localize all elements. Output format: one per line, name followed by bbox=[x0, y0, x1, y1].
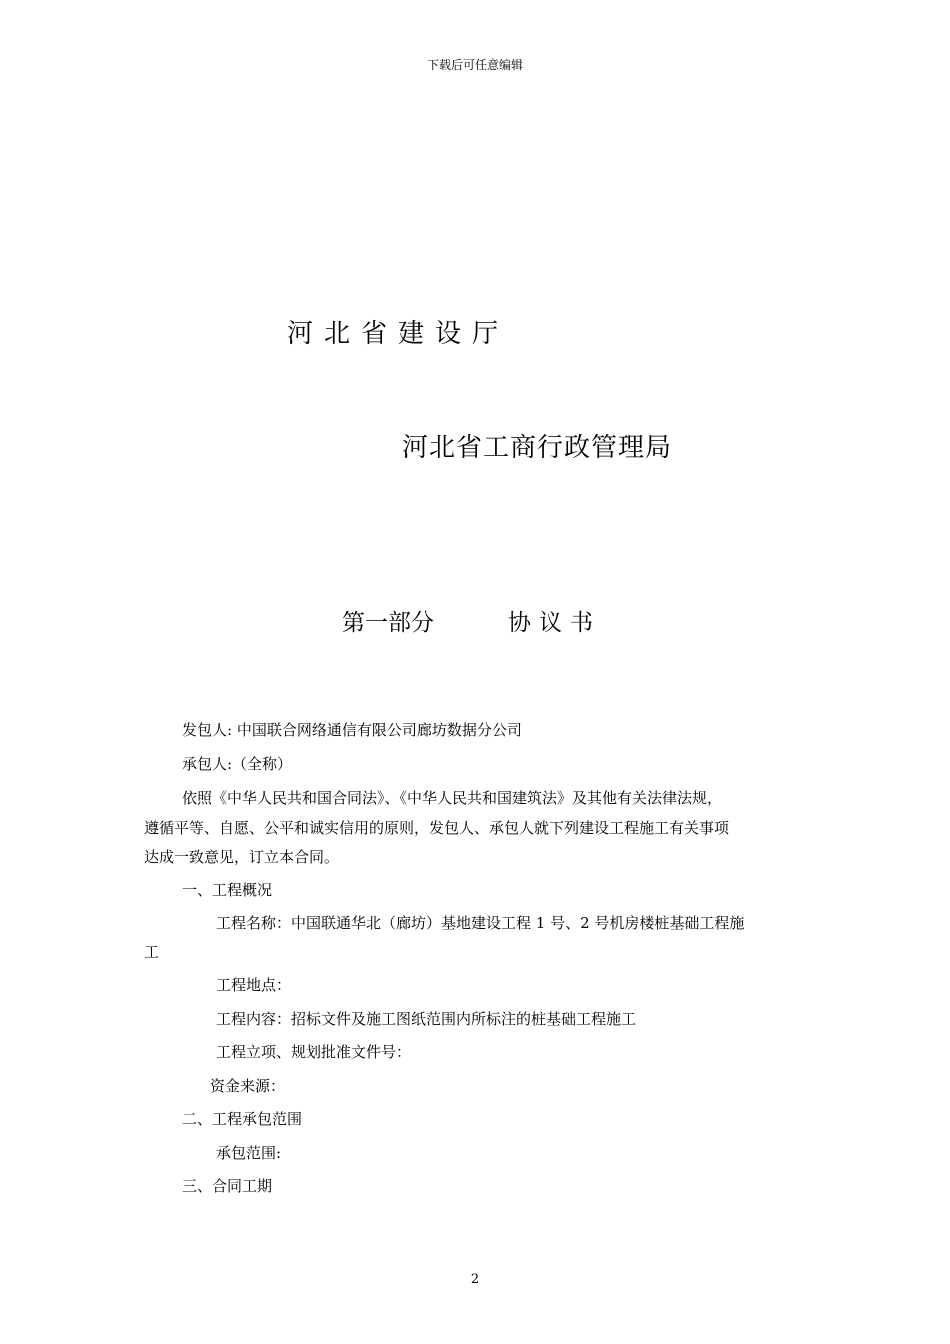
part-title-label: 第一部分 bbox=[342, 610, 434, 636]
page-number: 2 bbox=[470, 1272, 480, 1287]
section-3-heading: 三、合同工期 bbox=[182, 1177, 273, 1195]
preamble-line-3: 达成一致意见，订立本合同。 bbox=[144, 848, 340, 866]
contract-scope: 承包范围: bbox=[216, 1144, 282, 1162]
part-title-name: 协议书 bbox=[508, 610, 601, 636]
project-name-line-2: 工 bbox=[144, 943, 160, 961]
approval-doc: 工程立项、规划批准文件号： bbox=[216, 1043, 412, 1061]
section-1-heading: 一、工程概况 bbox=[182, 881, 273, 899]
project-location: 工程地点： bbox=[216, 976, 292, 994]
issuer-commerce-bureau: 河北省工商行政管理局 bbox=[402, 433, 673, 463]
header-note: 下载后可任意编辑 bbox=[426, 58, 523, 72]
issuer-construction-dept: 河北省建设厅 bbox=[287, 319, 510, 349]
preamble-line-2: 遵循平等、自愿、公平和诚实信用的原则，发包人、承包人就下列建设工程施工有关事项 bbox=[144, 819, 730, 837]
project-name-line-1: 工程名称：中国联通华北（廊坊）基地建设工程 1 号、2 号机房楼桩基础工程施 bbox=[216, 914, 745, 932]
preamble-line-1: 依照《中华人民共和国合同法》、《中华人民共和国建筑法》及其他有关法律法规， bbox=[182, 789, 723, 807]
funding-source: 资金来源： bbox=[210, 1077, 286, 1095]
project-content: 工程内容：招标文件及施工图纸范围内所标注的桩基础工程施工 bbox=[216, 1010, 637, 1028]
section-2-heading: 二、工程承包范围 bbox=[182, 1110, 303, 1128]
contractor-line: 承包人:（全称） bbox=[182, 755, 293, 773]
employer-line: 发包人: 中国联合网络通信有限公司廊坊数据分公司 bbox=[182, 721, 522, 739]
